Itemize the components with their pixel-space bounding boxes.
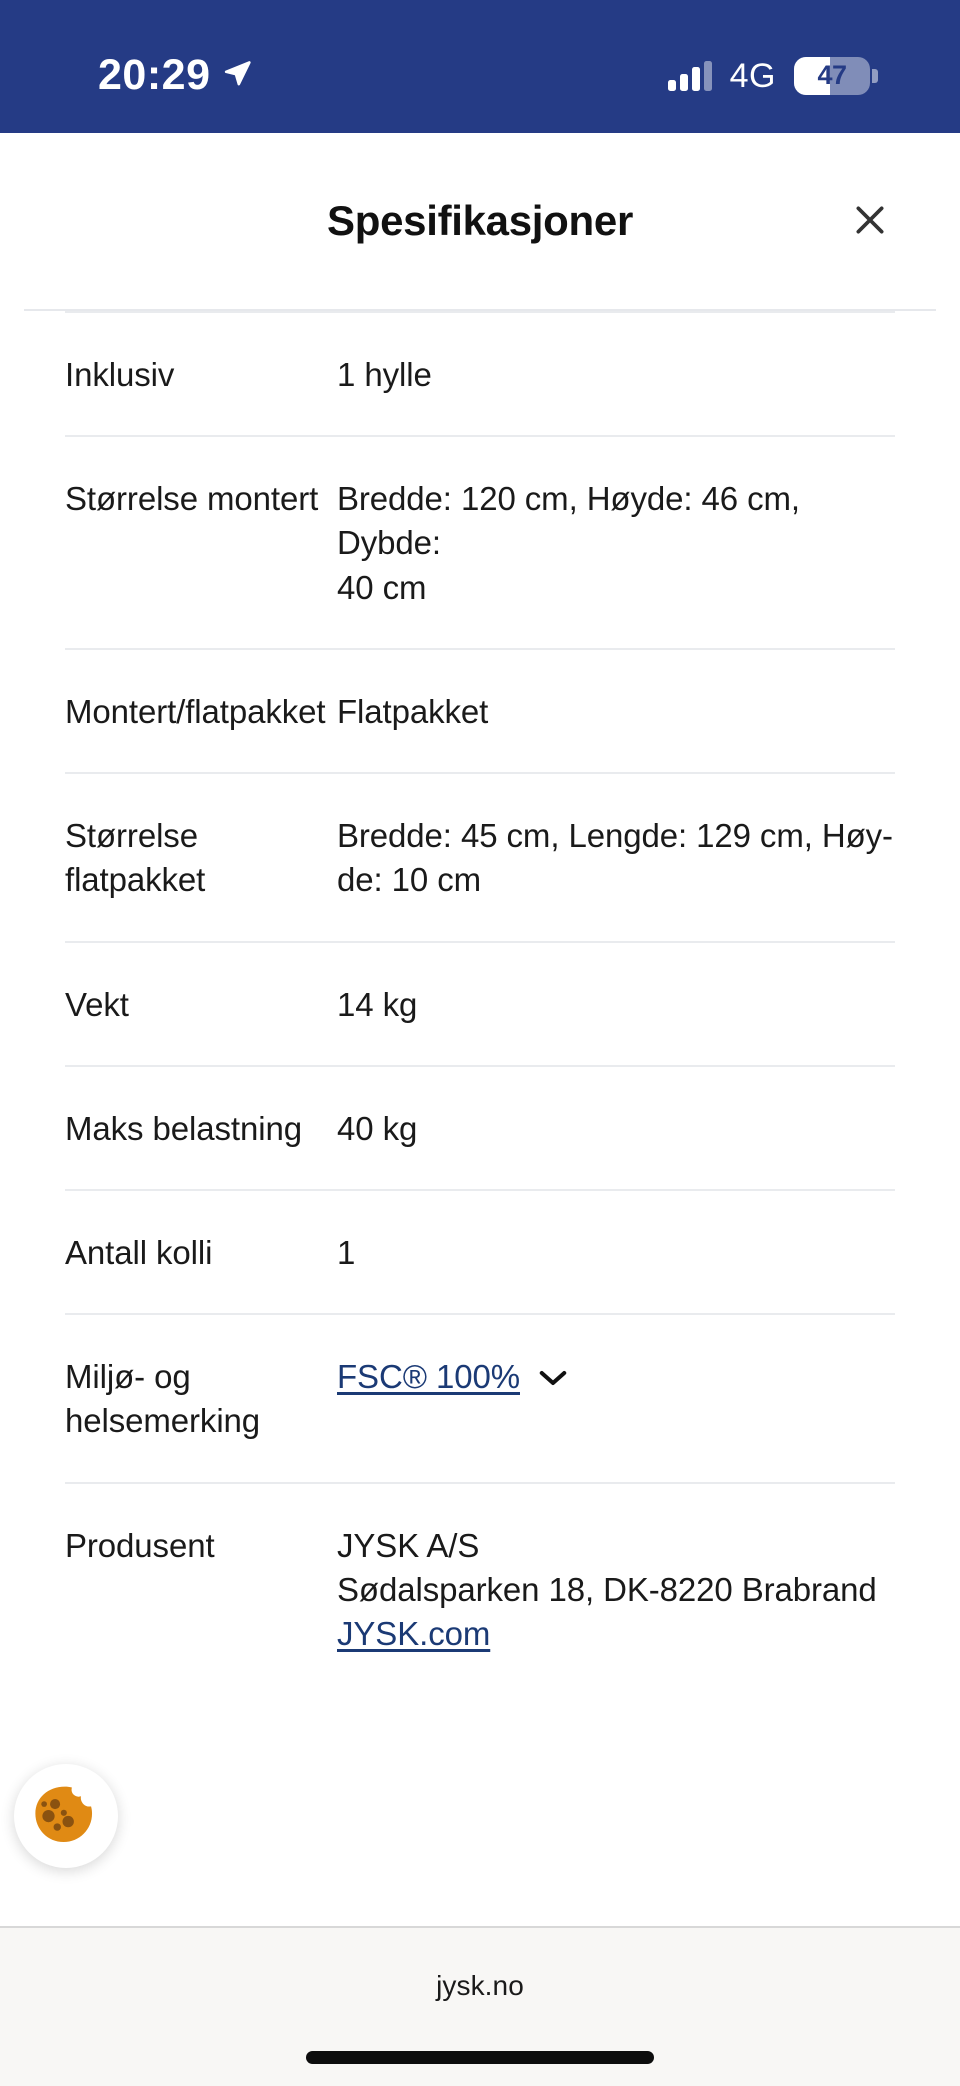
status-bar-right	[668, 57, 900, 95]
spec-value-line: Bredde: 120 cm, Høyde: 46 cm, Dybde:	[337, 480, 800, 562]
battery-percent-label: 47	[817, 60, 847, 90]
spec-value	[337, 436, 895, 649]
spec-label: Inklusiv	[65, 356, 175, 393]
clock: 20:29	[98, 51, 211, 99]
spec-value-line: de: 10 cm	[337, 861, 482, 899]
specifications-table	[65, 311, 895, 1694]
spec-value-line: 40 kg	[337, 1109, 418, 1147]
table-row	[65, 1314, 895, 1482]
table-row	[65, 942, 895, 1066]
spec-value	[337, 1066, 895, 1190]
specifications-panel	[0, 311, 960, 1926]
spec-label: Vekt	[65, 985, 129, 1023]
manufacturer-name: JYSK A/S	[337, 1526, 480, 1564]
table-row	[65, 1190, 895, 1314]
table-row	[65, 773, 895, 941]
manufacturer-address: Sødalsparken 18, DK-8220 Brabrand	[337, 1570, 877, 1608]
location-arrow-icon	[222, 58, 252, 93]
cookie-settings-button[interactable]	[14, 1764, 118, 1868]
spec-label: Montert/flatpakket	[65, 692, 326, 730]
signal-strength-icon	[668, 61, 712, 91]
spec-value-line: 40 cm	[337, 568, 427, 606]
spec-value	[337, 312, 895, 436]
spec-value-line: Bredde: 45 cm, Lengde: 129 cm, Høy-	[337, 817, 893, 855]
spec-value-line: 1 hylle	[337, 356, 432, 393]
table-row	[65, 649, 895, 773]
table-row	[65, 1066, 895, 1190]
fsc-certification-link[interactable]: FSC® 100%	[337, 1358, 520, 1396]
spec-value-line: Flatpakket	[337, 692, 489, 730]
spec-value	[337, 773, 895, 941]
table-row	[65, 436, 895, 649]
home-indicator[interactable]	[306, 2051, 654, 2064]
battery-cap	[872, 69, 878, 83]
cookie-icon	[31, 1780, 101, 1853]
battery-indicator	[794, 57, 878, 95]
battery-icon	[794, 57, 870, 95]
browser-bottom-bar	[0, 1926, 960, 2086]
spec-label: Størrelse montert	[65, 480, 319, 518]
spec-value-line: 14 kg	[337, 985, 418, 1023]
close-button[interactable]	[842, 193, 898, 249]
spec-label: Miljø- og helsemerking	[65, 1358, 261, 1440]
status-bar-left	[0, 51, 252, 99]
spec-value-line: 1	[337, 1233, 356, 1271]
close-icon	[850, 200, 890, 243]
spec-label: Produsent	[65, 1526, 215, 1564]
table-row	[65, 1483, 895, 1695]
chevron-down-icon[interactable]	[538, 1355, 568, 1399]
spec-value	[337, 1483, 895, 1695]
manufacturer-website-link[interactable]: JYSK.com	[337, 1615, 491, 1653]
spec-value	[337, 649, 895, 773]
table-row	[65, 312, 895, 436]
spec-label: Størrelse flatpakket	[65, 817, 206, 899]
spec-label: Antall kolli	[65, 1233, 213, 1271]
browser-url-label[interactable]: jysk.no	[436, 1970, 524, 2001]
sheet-header	[0, 133, 960, 309]
status-bar	[0, 0, 960, 133]
spec-value	[337, 1190, 895, 1314]
spec-value	[337, 1314, 895, 1482]
spec-label: Maks belastning	[65, 1109, 302, 1147]
page-title: Spesifikasjoner	[327, 197, 633, 244]
network-type-label: 4G	[729, 56, 776, 95]
spec-value	[337, 942, 895, 1066]
